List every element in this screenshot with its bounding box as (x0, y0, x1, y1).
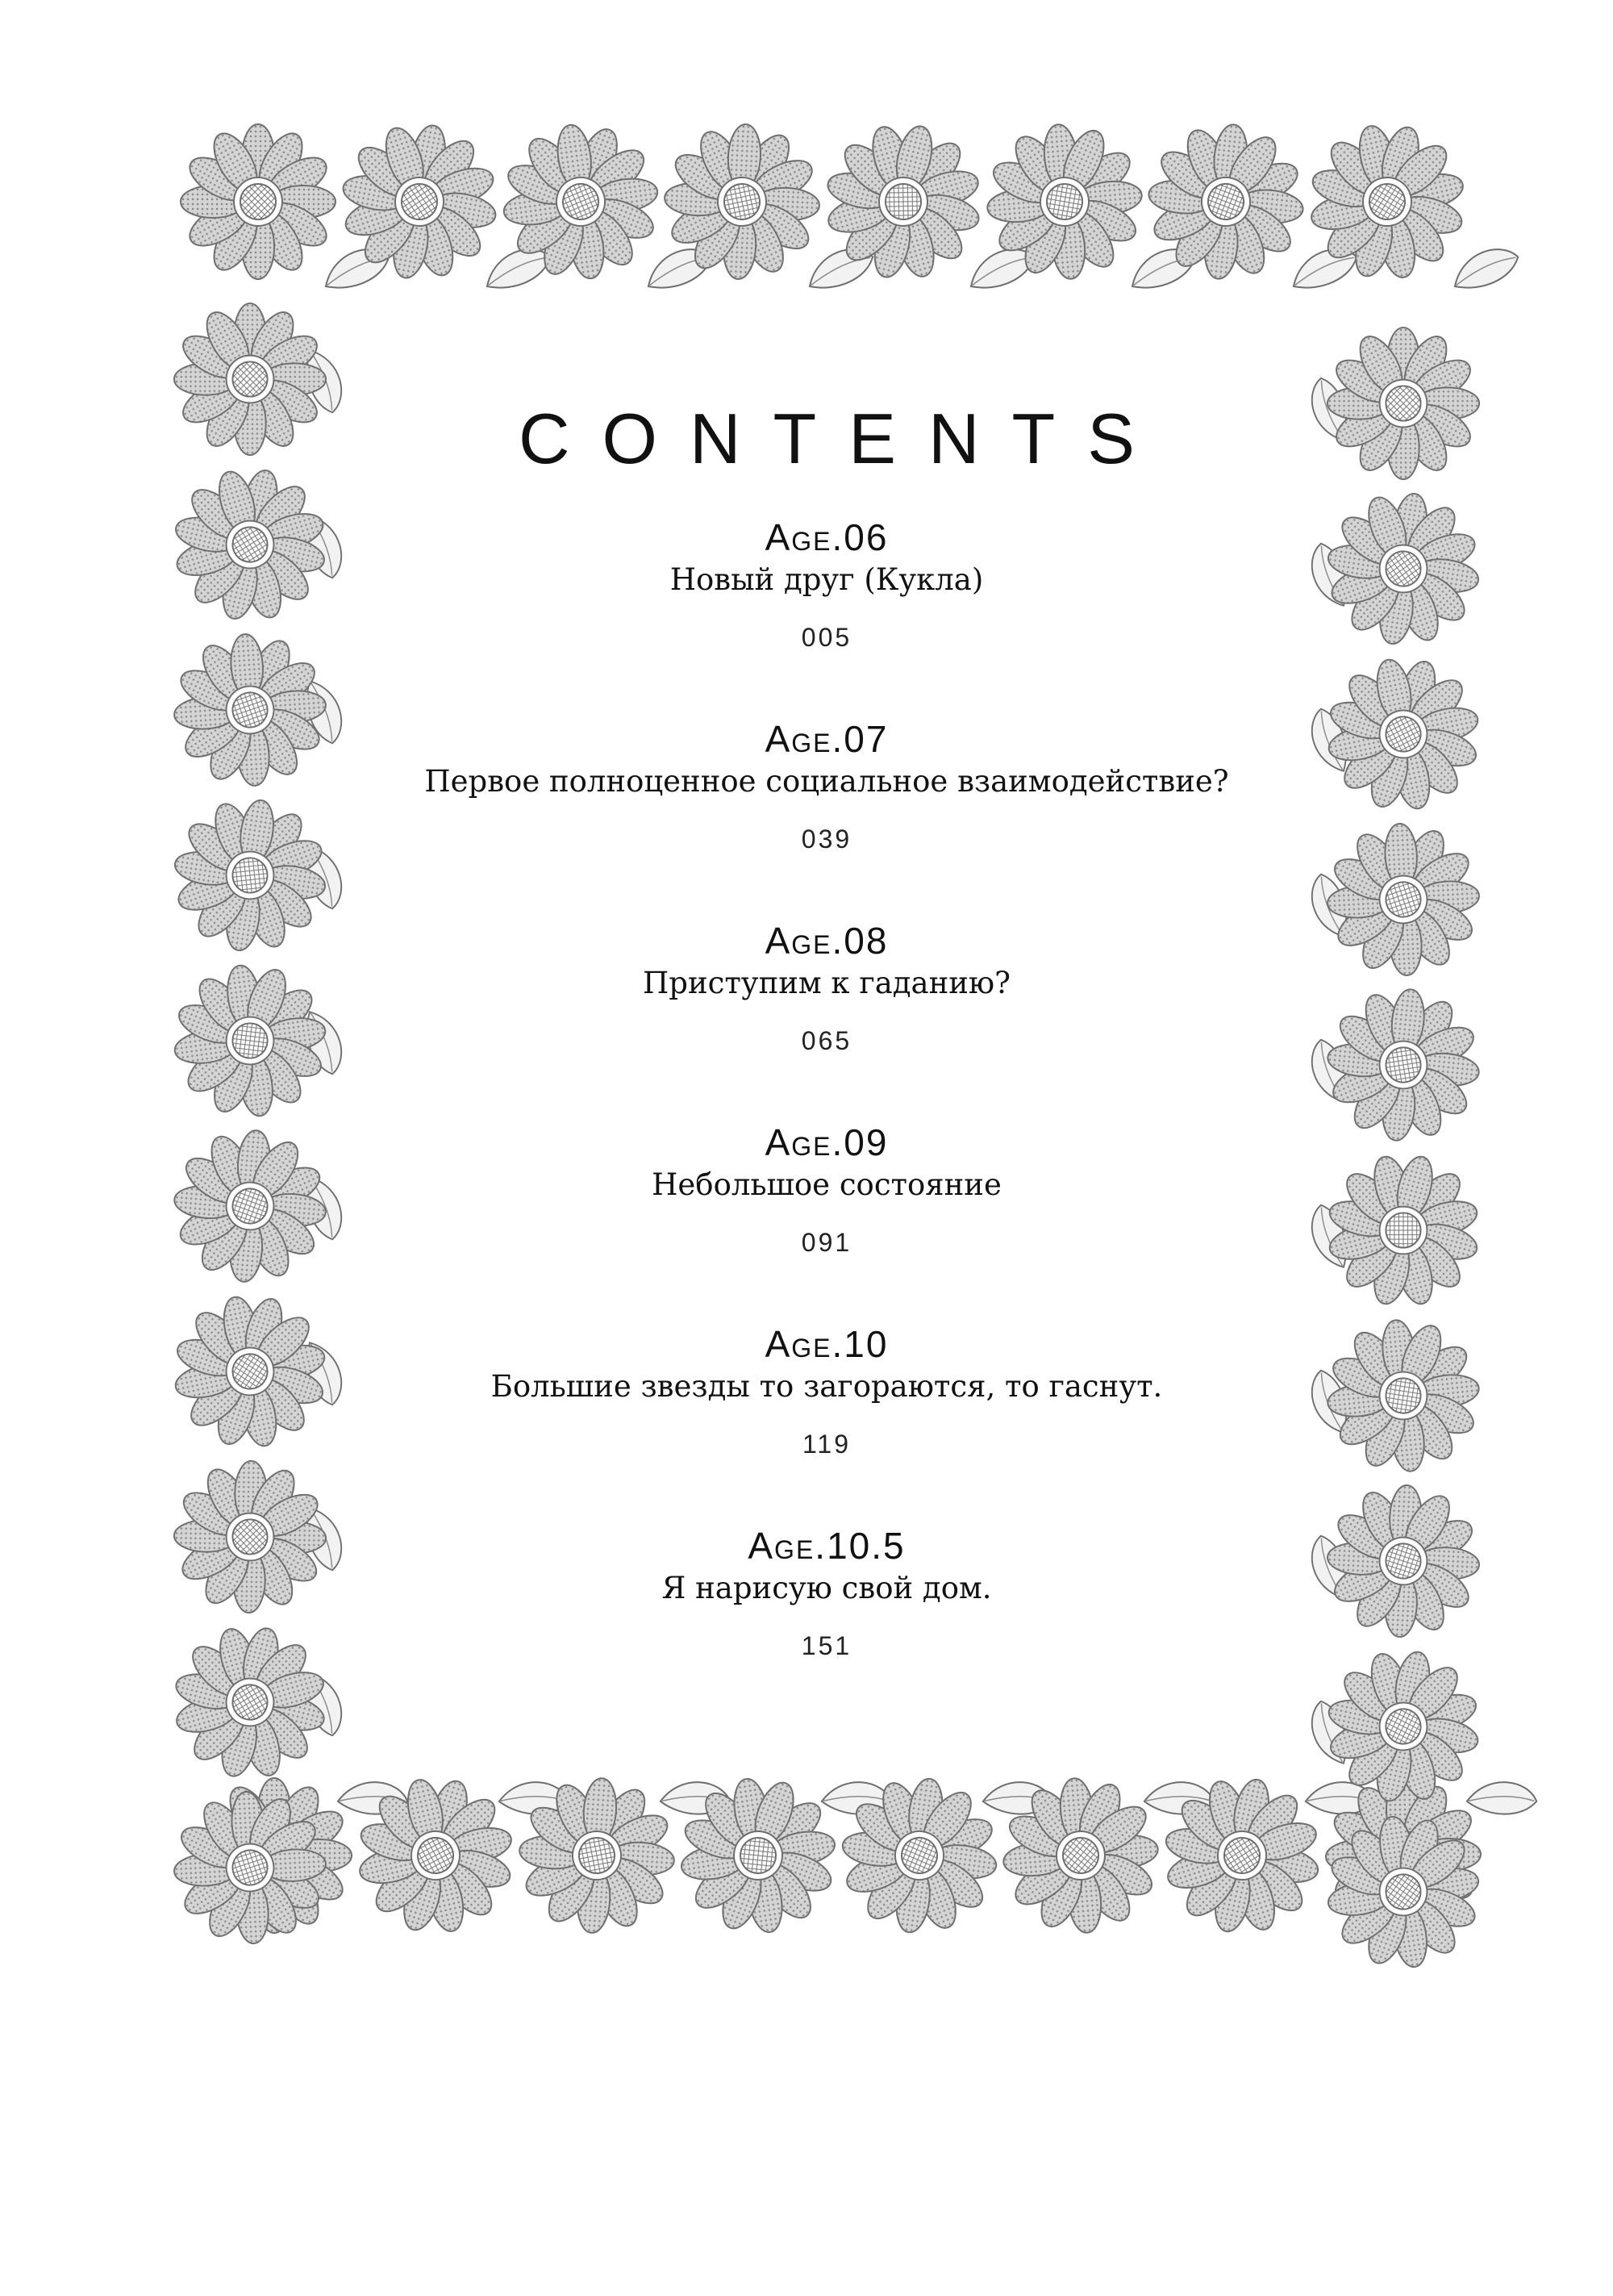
daisy-flower-icon (174, 303, 326, 455)
daisy-flower-icon (181, 124, 336, 279)
chapter-title: Первое полноценное социальное взаимодействие? (424, 764, 1229, 799)
daisy-flower-icon (149, 1105, 351, 1307)
toc-entry[interactable] (355, 718, 1298, 855)
chapter-number: Age.10.5 (748, 1525, 906, 1567)
toc-entry[interactable] (355, 516, 1298, 653)
chapter-title: Большие звезды то загораются, то гаснут. (490, 1369, 1163, 1404)
toc-entry[interactable] (355, 1323, 1298, 1460)
chapter-page-number: 119 (802, 1430, 851, 1459)
chapter-number: Age.07 (765, 718, 889, 760)
daisy-flower-icon (173, 1459, 327, 1613)
chapter-number: Age.08 (765, 920, 889, 962)
daisy-flower-icon (649, 1747, 867, 1964)
daisy-flower-icon (1301, 1459, 1505, 1663)
chapter-number: Age.06 (765, 516, 889, 558)
toc-entry[interactable] (355, 920, 1298, 1057)
leaf-icon (1465, 1776, 1539, 1820)
chapter-number: Age.10 (765, 1323, 889, 1365)
page-title: CONTENTS (519, 399, 1167, 478)
chapter-title: Приступим к гаданию? (643, 966, 1011, 1000)
toc-entry[interactable] (355, 1121, 1298, 1259)
chapter-page-number: 005 (801, 623, 852, 652)
chapter-page-number: 039 (801, 824, 852, 854)
daisy-flower-icon (1316, 482, 1490, 655)
daisy-flower-icon (490, 1748, 705, 1964)
chapter-title: Я нарисую свой дом. (661, 1571, 992, 1605)
chapter-page-number: 091 (801, 1228, 852, 1257)
daisy-flower-icon (1327, 328, 1479, 479)
daisy-flower-icon (148, 608, 352, 812)
toc-entry[interactable] (355, 1525, 1298, 1662)
chapter-number: Age.09 (765, 1121, 889, 1163)
chapter-title: Небольшое состояние (652, 1167, 1002, 1202)
daisy-flower-icon (148, 1765, 352, 1969)
leaf-icon (1448, 244, 1523, 293)
chapter-title: Новый друг (Кукла) (669, 562, 984, 597)
daisy-flower-icon (1301, 797, 1505, 1001)
daisy-flower-icon (160, 1281, 340, 1461)
leaf-icon (481, 244, 556, 293)
chapter-page-number: 151 (801, 1631, 852, 1660)
chapter-page-number: 065 (801, 1026, 852, 1055)
